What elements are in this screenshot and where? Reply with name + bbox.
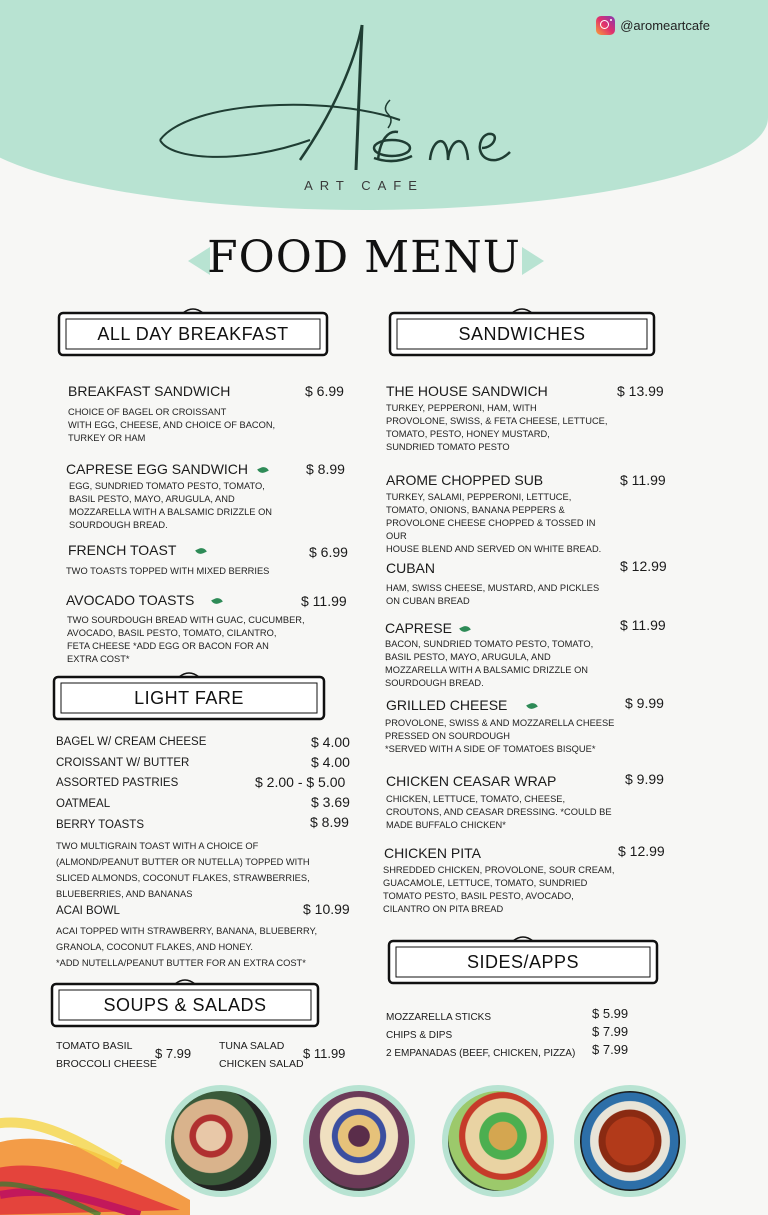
side-item-price: $ 7.99 bbox=[592, 1042, 629, 1057]
breakfast-item-name: FRENCH TOAST bbox=[68, 542, 206, 558]
light-fare-heading: LIGHT FARE bbox=[50, 672, 328, 724]
food-photo-sandwich bbox=[165, 1085, 277, 1197]
breakfast-item-desc: CHOICE OF BAGEL OR CROISSANT WITH EGG, CHEESE, AND CHOICE OF BACON, TURKEY OR HAM bbox=[68, 407, 276, 443]
sandwich-item-price: $ 12.99 bbox=[618, 843, 665, 859]
breakfast-item-name: BREAKFAST SANDWICH bbox=[68, 383, 231, 399]
sandwich-item-name: CHICKEN CEASAR WRAP bbox=[386, 773, 557, 789]
sandwich-item-desc: CHICKEN, LETTUCE, TOMATO, CHEESE, CROUTONS, AND CEASAR DRESSING. *COULD BE MADE BUFFALO CHICKEN* bbox=[386, 794, 612, 830]
instagram-icon bbox=[596, 16, 615, 35]
vegetarian-leaf-icon bbox=[196, 546, 208, 556]
light-fare-item-price: $ 8.99 bbox=[310, 814, 349, 830]
breakfast-item-desc: EGG, SUNDRIED TOMATO PESTO, TOMATO, BASIL PESTO, MAYO, ARUGULA, AND MOZZARELLA WITH A BALSAMIC DRIZZLE ON SOURDOUGH BREAD. bbox=[69, 481, 273, 530]
sandwich-item-price: $ 9.99 bbox=[625, 771, 664, 787]
paint-splash-decoration bbox=[0, 1085, 190, 1215]
breakfast-item-price: $ 11.99 bbox=[301, 593, 347, 609]
sandwich-item-name: CHICKEN PITA bbox=[384, 845, 481, 861]
side-item-name: MOZZARELLA STICKS bbox=[386, 1012, 492, 1023]
food-photo-wrap bbox=[442, 1085, 554, 1197]
light-fare-item-price: $ 4.00 bbox=[311, 754, 350, 770]
sandwich-item-price: $ 13.99 bbox=[617, 383, 664, 399]
light-fare-item-desc: TWO MULTIGRAIN TOAST WITH A CHOICE OF (ALMOND/PEANUT BUTTER OR NUTELLA) TOPPED WITH SLICED ALMONDS, COCONUT FLAKES, STRAWBERRIES, BLUEBERRIES, AND BANANAS bbox=[56, 841, 310, 899]
page-title: FOOD MENU bbox=[207, 232, 521, 283]
light-fare-item-price: $ 3.69 bbox=[311, 794, 350, 810]
sandwich-item-price: $ 11.99 bbox=[620, 617, 666, 633]
sides-heading: SIDES/APPS bbox=[385, 936, 661, 988]
breakfast-item-price: $ 6.99 bbox=[309, 544, 348, 560]
food-photo-acai-bowl bbox=[303, 1085, 415, 1197]
light-fare-item-name: BERRY TOASTS bbox=[56, 819, 144, 831]
food-photo-tomato-soup bbox=[574, 1085, 686, 1197]
sandwich-item-desc: PROVOLONE, SWISS & AND MOZZARELLA CHEESE PRESSED ON SOURDOUGH *SERVED WITH A SIDE OF TOMATOES BISQUE* bbox=[385, 718, 615, 754]
salad-item-name: TUNA SALAD bbox=[219, 1040, 285, 1052]
light-fare-item-desc: ACAI TOPPED WITH STRAWBERRY, BANANA, BLUEBERRY, GRANOLA, COCONUT FLAKES, AND HONEY. *ADD NUTELLA/PEANUT BUTTER FOR AN EXTRA COST* bbox=[56, 926, 318, 968]
light-fare-item-name: ACAI BOWL bbox=[56, 905, 120, 917]
side-item-price: $ 5.99 bbox=[592, 1006, 629, 1021]
vegetarian-leaf-icon bbox=[459, 624, 471, 634]
sandwich-item-desc: TURKEY, PEPPERONI, HAM, WITH PROVOLONE, SWISS, & FETA CHEESE, LETTUCE, TOMATO, PESTO, HONEY MUSTARD, SUNDRIED TOMATO PESTO bbox=[386, 403, 608, 452]
sandwich-item-name: THE HOUSE SANDWICH bbox=[386, 383, 548, 399]
light-fare-item-name: OATMEAL bbox=[56, 798, 111, 810]
breakfast-item-desc: TWO SOURDOUGH BREAD WITH GUAC, CUCUMBER, AVOCADO, BASIL PESTO, TOMATO, CILANTRO, FETA CHEESE *ADD EGG OR BACON FOR AN EXTRA COST* bbox=[67, 615, 305, 664]
sandwich-item-desc: HAM, SWISS CHEESE, MUSTARD, AND PICKLES ON CUBAN BREAD bbox=[386, 583, 600, 606]
breakfast-item-name: AVOCADO TOASTS bbox=[66, 592, 222, 608]
breakfast-item-price: $ 6.99 bbox=[305, 383, 344, 399]
vegetarian-leaf-icon bbox=[527, 701, 539, 711]
sandwich-item-desc: TURKEY, SALAMI, PEPPERONI, LETTUCE, TOMATO, ONIONS, BANANA PEPPERS & PROVOLONE CHEESE CHOPPED & TOSSED IN OUR HOUSE BLEND AND SERVED ON WHITE BREAD. bbox=[386, 492, 602, 554]
sandwich-item-price: $ 12.99 bbox=[620, 558, 667, 574]
vegetarian-leaf-icon bbox=[257, 465, 269, 475]
side-item-name: 2 EMPANADAS (BEEF, CHICKEN, PIZZA) bbox=[386, 1048, 576, 1059]
sandwiches-heading: SANDWICHES bbox=[386, 308, 658, 360]
sandwich-item-name: CAPRESE bbox=[385, 620, 470, 636]
sandwich-item-desc: SHREDDED CHICKEN, PROVOLONE, SOUR CREAM, GUACAMOLE, LETTUCE, TOMATO, SUNDRIED TOMATO PESTO, BASIL PESTO, AVOCADO, CILANTRO ON PITA BREAD bbox=[383, 865, 615, 914]
arome-logo bbox=[150, 20, 570, 180]
logo-subtitle: ART CAFE bbox=[304, 178, 424, 193]
breakfast-item-price: $ 8.99 bbox=[306, 461, 345, 477]
title-right-arrow bbox=[522, 247, 544, 275]
salad-price: $ 11.99 bbox=[303, 1046, 346, 1061]
sandwich-item-price: $ 9.99 bbox=[625, 695, 664, 711]
soups-heading: SOUPS & SALADS bbox=[48, 979, 322, 1031]
soup-item-name: BROCCOLI CHEESE bbox=[56, 1058, 157, 1070]
breakfast-item-desc: TWO TOASTS TOPPED WITH MIXED BERRIES bbox=[66, 566, 270, 576]
sandwich-item-price: $ 11.99 bbox=[620, 472, 666, 488]
instagram-link[interactable] bbox=[596, 16, 710, 35]
side-item-price: $ 7.99 bbox=[592, 1024, 629, 1039]
light-fare-item-name: CROISSANT W/ BUTTER bbox=[56, 757, 190, 769]
breakfast-heading: ALL DAY BREAKFAST bbox=[55, 308, 331, 360]
salad-item-name: CHICKEN SALAD bbox=[219, 1058, 304, 1070]
sandwich-item-name: CUBAN bbox=[386, 560, 436, 576]
soup-item-name: TOMATO BASIL bbox=[56, 1040, 133, 1052]
light-fare-item-name: BAGEL W/ CREAM CHEESE bbox=[56, 736, 207, 748]
instagram-handle: @aromeartcafe bbox=[620, 18, 710, 33]
side-item-name: CHIPS & DIPS bbox=[386, 1030, 453, 1041]
vegetarian-leaf-icon bbox=[212, 596, 224, 606]
sandwich-item-name: GRILLED CHEESE bbox=[386, 697, 537, 713]
sandwich-item-name: AROME CHOPPED SUB bbox=[386, 472, 544, 488]
light-fare-item-price: $ 10.99 bbox=[303, 901, 350, 917]
soup-price: $ 7.99 bbox=[155, 1046, 192, 1061]
light-fare-item-name: ASSORTED PASTRIES bbox=[56, 777, 179, 789]
breakfast-item-name: CAPRESE EGG SANDWICH bbox=[66, 461, 268, 477]
light-fare-item-price: $ 4.00 bbox=[311, 734, 350, 750]
light-fare-item-price: $ 2.00 - $ 5.00 bbox=[255, 774, 346, 790]
sandwich-item-desc: BACON, SUNDRIED TOMATO PESTO, TOMATO, BASIL PESTO, MAYO, ARUGULA, AND MOZZARELLA WITH A BALSAMIC DRIZZLE ON SOURDOUGH BREAD. bbox=[385, 639, 594, 688]
